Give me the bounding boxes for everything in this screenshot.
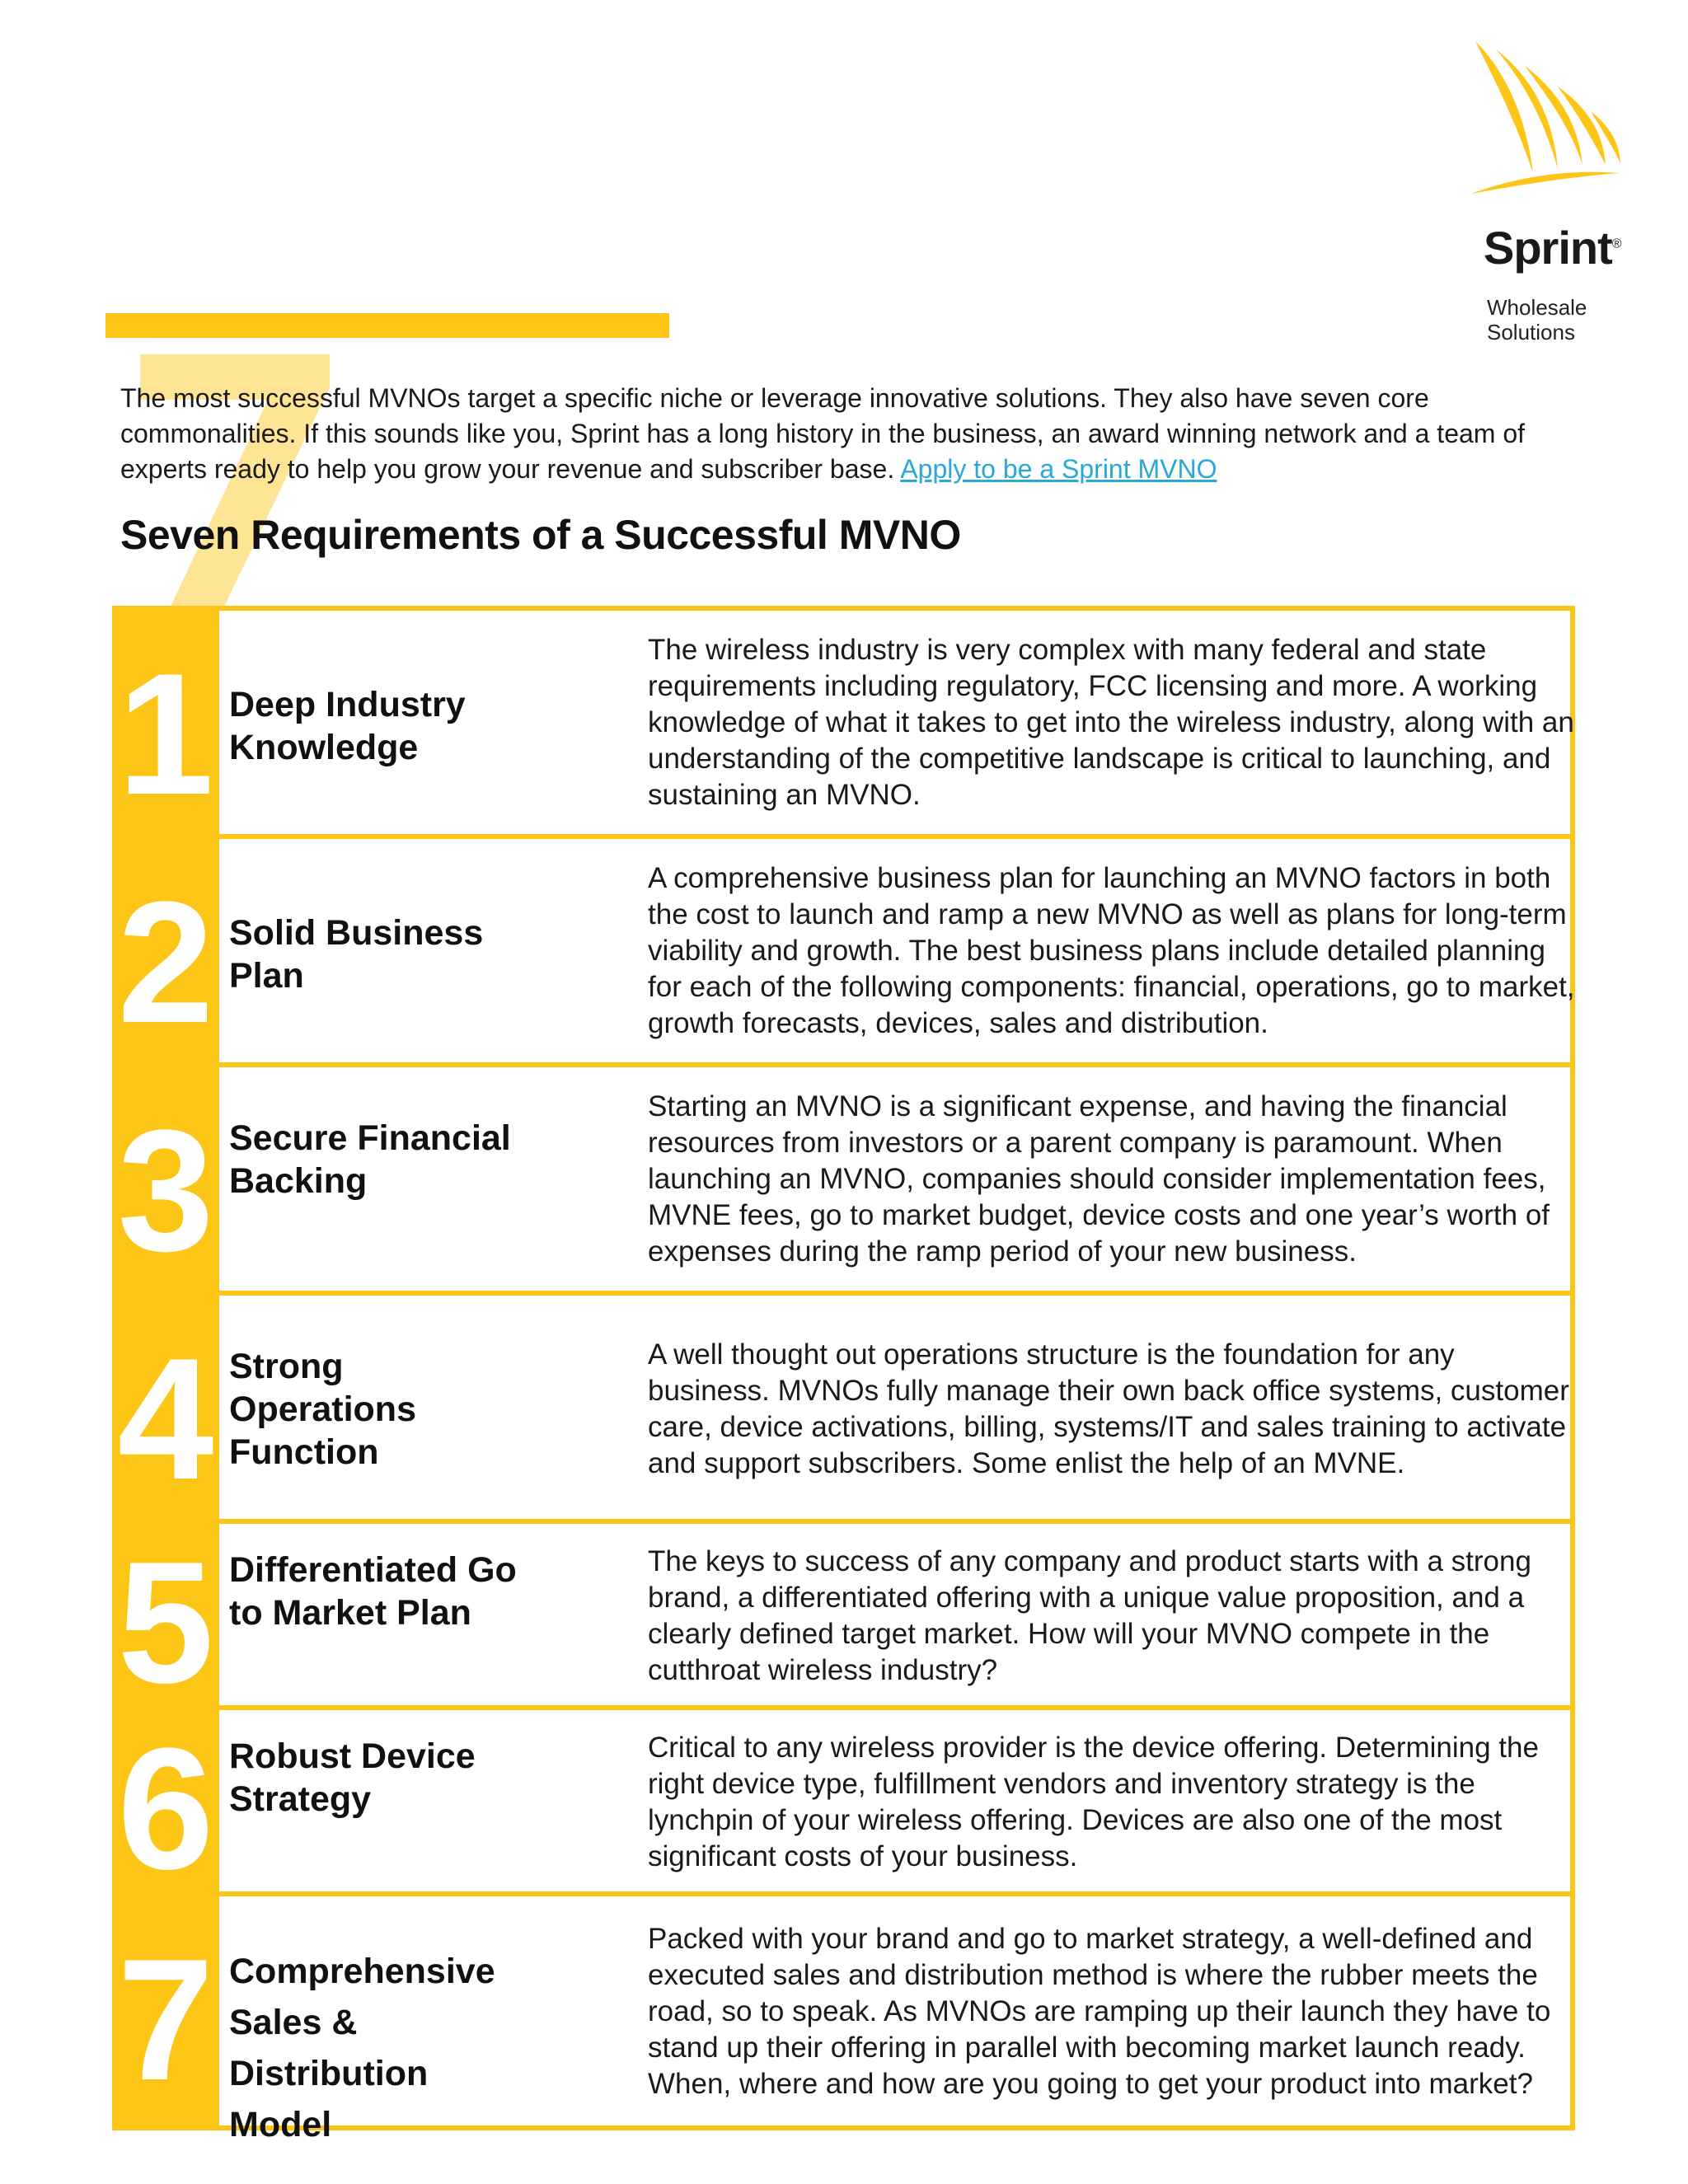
requirement-text: A well thought out operations structure is the foundation for any business. MVNOs fully manage their own back office systems, customer care, device activations, billing, systems/IT and sales training to activate and support subscribers. Some enlist the help of an MVNE. bbox=[648, 1338, 1569, 1479]
page-title: Seven Requirements of a Successful MVNO bbox=[120, 512, 961, 558]
requirement-number: 1 bbox=[117, 637, 209, 831]
requirement-number: 6 bbox=[117, 1712, 209, 1905]
requirement-number: 7 bbox=[117, 1923, 209, 2116]
brand-name: Sprint® bbox=[1484, 222, 1621, 274]
apply-link[interactable]: Apply to be a Sprint MVNO bbox=[900, 454, 1217, 484]
requirements-table bbox=[112, 606, 1575, 2144]
sprint-rays-icon bbox=[1467, 33, 1624, 206]
requirement-text: Packed with your brand and go to market strategy, a well-defined and executed sales and distribution method is where the rubber meets the road, so to speak. As MVNOs are ramping up their launch they have to stand up their offering in parallel with becoming market launch ready. When, where and how are you going to get your product into market? bbox=[648, 1923, 1551, 2100]
requirement-text: Critical to any wireless provider is the device offering. Determining the right device type, fulfillment vendors and inventory strategy is the lynchpin of your wireless offering. Devices are also one of the most significant costs of your business. bbox=[648, 1732, 1539, 1872]
requirement-number: 4 bbox=[117, 1322, 209, 1516]
requirement-title: Comprehensive Sales & Distribution Model bbox=[229, 1952, 495, 2144]
requirement-text: A comprehensive business plan for launching an MVNO factors in both the cost to launch and ramp a new MVNO as well as plans for long-term viability and growth. The best business plans include detailed planning for each of the following components: financial, operations, go to market, growth forecasts, devices, sales and distribution. bbox=[648, 862, 1575, 1039]
requirement-row bbox=[117, 1705, 1575, 1905]
requirement-text: The keys to success of any company and product starts with a strong brand, a differentiated offering with a unique value proposition, and a clearly defined target market. How will your MVNO compete in the cutthroat wireless industry? bbox=[648, 1545, 1531, 1686]
requirement-title: Deep Industry Knowledge bbox=[229, 685, 466, 767]
requirement-number: 2 bbox=[117, 865, 209, 1059]
requirement-number: 5 bbox=[117, 1526, 209, 1719]
requirement-row bbox=[117, 1891, 1575, 2144]
sprint-logo bbox=[1467, 33, 1624, 344]
requirement-number: 3 bbox=[117, 1094, 209, 1287]
requirement-row bbox=[117, 1291, 1575, 1524]
requirement-title: Solid Business Plan bbox=[229, 913, 484, 996]
requirement-title: Strong Operations Function bbox=[229, 1347, 416, 1472]
intro-paragraph: The most successful MVNOs target a specific niche or leverage innovative solutions. They also have seven core commonalities. If this sounds like you, Sprint has a long history in the business, an award winning network and a team of experts ready to help you grow your revenue and subscriber base. Apply to be a Sprint MVNO bbox=[120, 383, 1526, 484]
requirement-row bbox=[117, 1519, 1575, 1719]
requirement-row bbox=[117, 834, 1575, 1067]
requirement-title: Robust Device Strategy bbox=[229, 1736, 476, 1819]
requirement-text: The wireless industry is very complex with many federal and state requirements including regulatory, FCC licensing and more. A working knowledge of what it takes to get into the wireless industry, along with an understanding of the competitive landscape is critical to launching, and sustaining an MVNO. bbox=[648, 634, 1574, 811]
requirement-row bbox=[117, 1062, 1575, 1296]
requirement-row bbox=[117, 606, 1575, 839]
brand-subtitle: Wholesale Solutions bbox=[1487, 295, 1587, 344]
requirement-title: Secure Financial Backing bbox=[229, 1118, 511, 1201]
requirement-title: Differentiated Go to Market Plan bbox=[229, 1550, 517, 1633]
requirement-text: Starting an MVNO is a significant expense, and having the financial resources from investors or a parent company is paramount. When launching an MVNO, companies should consider implementation fees, MVNE fees, go to market budget, device costs and one year’s worth of expenses during the ramp period of your new business. bbox=[648, 1090, 1550, 1268]
